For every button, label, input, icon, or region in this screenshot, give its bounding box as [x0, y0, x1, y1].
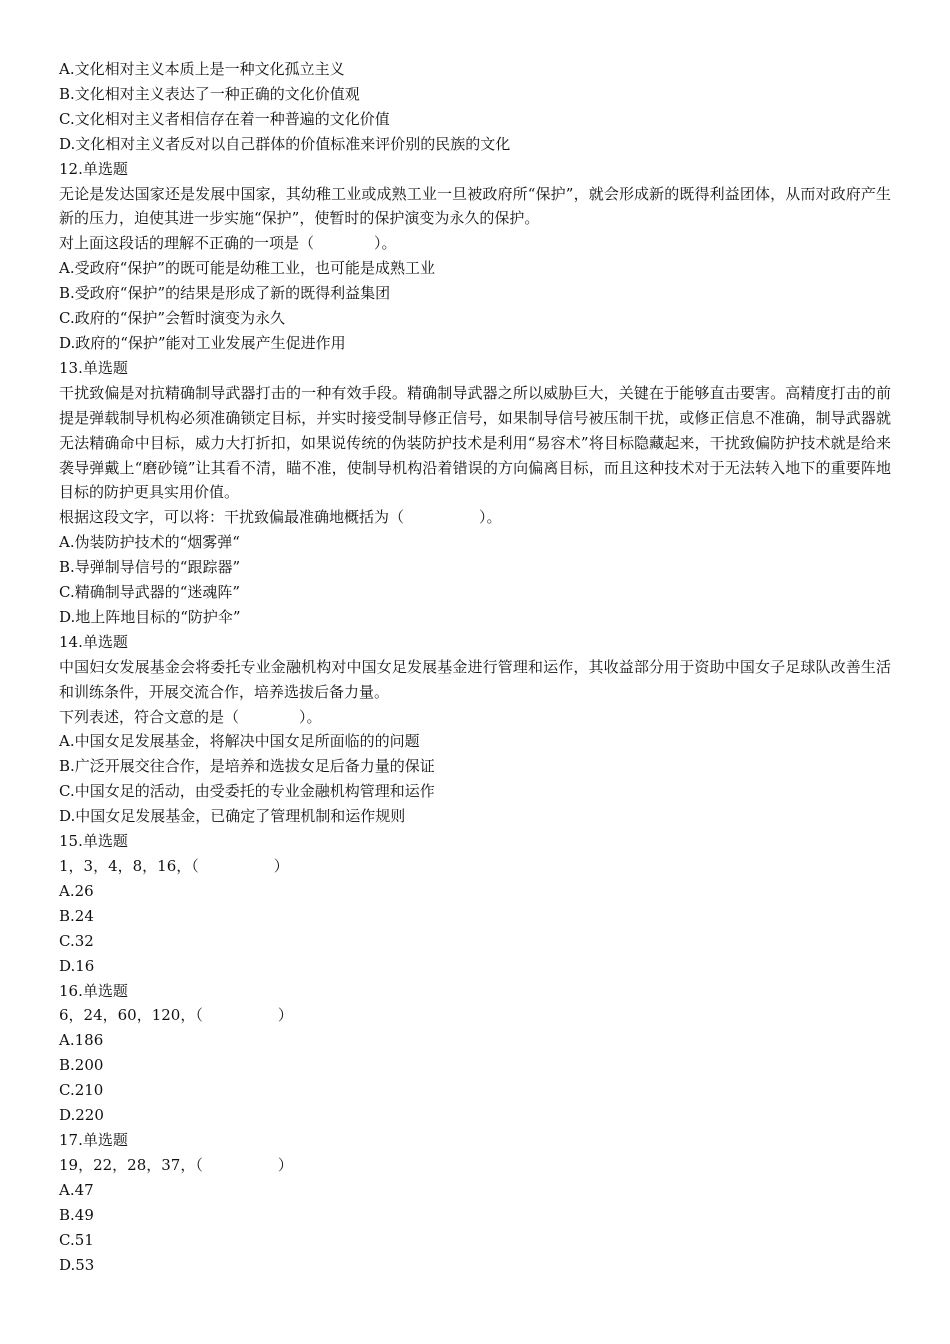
answer-option: D.地上阵地目标的“防护伞” [59, 607, 241, 626]
question-passage: 无论是发达国家还是发展中国家，其幼稚工业或成熟工业一旦被政府所“保护”，就会形成新的既得利益团体，从而对政府产生新的压力，迫使其进一步实施“保护”，使暂时的保护演变为永久的保护。 [59, 184, 891, 228]
question-stem: 对上面这段话的理解不正确的一项是（ ）。 [59, 234, 397, 253]
answer-option: A.伪装防护技术的“烟雾弹“ [59, 533, 240, 552]
question-stem: 19，22，28，37，（ ） [59, 1155, 293, 1174]
answer-option: A.26 [59, 881, 94, 900]
answer-option: B.受政府“保护”的结果是形成了新的既得利益集团 [59, 284, 391, 303]
question-heading: 16.单选题 [59, 981, 128, 1000]
answer-option: A.中国女足发展基金，将解决中国女足所面临的的问题 [59, 732, 420, 751]
answer-option: D.中国女足发展基金，已确定了管理机制和运作规则 [59, 807, 406, 826]
answer-option: C.51 [59, 1230, 94, 1249]
answer-option: D.220 [59, 1106, 104, 1125]
answer-option: B.200 [59, 1056, 104, 1075]
answer-option: B.文化相对主义表达了一种正确的文化价值观 [59, 84, 360, 103]
answer-option: B.导弹制导信号的“跟踪器” [59, 558, 241, 577]
answer-option: D.53 [59, 1255, 95, 1274]
answer-option: B.广泛开展交往合作，是培养和选拔女足后备力量的保证 [59, 757, 435, 776]
answer-option: D.文化相对主义者反对以自己群体的价值标准来评价别的民族的文化 [59, 134, 511, 153]
answer-option: C.32 [59, 931, 94, 950]
question-stem: 1，3，4，8，16，（ ） [59, 857, 289, 875]
question-passage: 干扰致偏是对抗精确制导武器打击的一种有效手段。精确制导武器之所以威胁巨大，关键在于能够直击要害。高精度打击的前提是弹载制导机构必须准确锁定目标，并实时接受制导修正信号，如果制导信号被压制干扰，或修正信息不准确，制导武器就无法精确命中目标，威力大打折扣，如果说传统的伪装防护技术是利用“易容术”将目标隐藏起来，干扰致偏防护技术就是给来袭导弹戴上“磨砂镜”让其看不清，瞄不准，使制导机构沿着错误的方向偏离目标，而且这种技术对于无法转入地下的重要阵地目标的防护更具实用价值。 [59, 383, 891, 502]
question-stem: 6，24，60，120，（ ） [59, 1006, 293, 1025]
answer-option: B.24 [59, 906, 94, 925]
answer-option: C.中国女足的活动，由受委托的专业金融机构管理和运作 [59, 782, 435, 801]
answer-option: B.49 [59, 1205, 94, 1224]
question-passage: 中国妇女发展基金会将委托专业金融机构对中国女足发展基金进行管理和运作，其收益部分用于资助中国女子足球队改善生活和训练条件，开展交流合作，培养选拔后备力量。 [59, 657, 891, 701]
question-heading: 13.单选题 [59, 358, 128, 377]
answer-option: C.精确制导武器的“迷魂阵” [59, 583, 241, 602]
document-page [59, 57, 891, 1277]
answer-option: A.186 [59, 1031, 104, 1050]
answer-option: A.47 [59, 1180, 94, 1199]
answer-option: C.210 [59, 1081, 104, 1100]
answer-option: D.16 [59, 956, 95, 975]
question-heading: 12.单选题 [59, 159, 128, 178]
answer-option: A.文化相对主义本质上是一种文化孤立主义 [59, 60, 345, 78]
answer-option: C.政府的“保护”会暂时演变为永久 [59, 309, 286, 328]
question-stem: 根据这段文字，可以将：干扰致偏最准确地概括为（ ）。 [59, 508, 502, 527]
question-heading: 17.单选题 [59, 1130, 128, 1149]
question-heading: 14.单选题 [59, 632, 128, 651]
answer-option: D.政府的“保护”能对工业发展产生促进作用 [59, 333, 346, 352]
question-heading: 15.单选题 [59, 832, 128, 851]
answer-option: C.文化相对主义者相信存在着一种普遍的文化价值 [59, 109, 390, 128]
question-stem: 下列表述，符合文意的是（ ）。 [59, 707, 322, 726]
answer-option: A.受政府“保护”的既可能是幼稚工业，也可能是成熟工业 [59, 259, 435, 278]
